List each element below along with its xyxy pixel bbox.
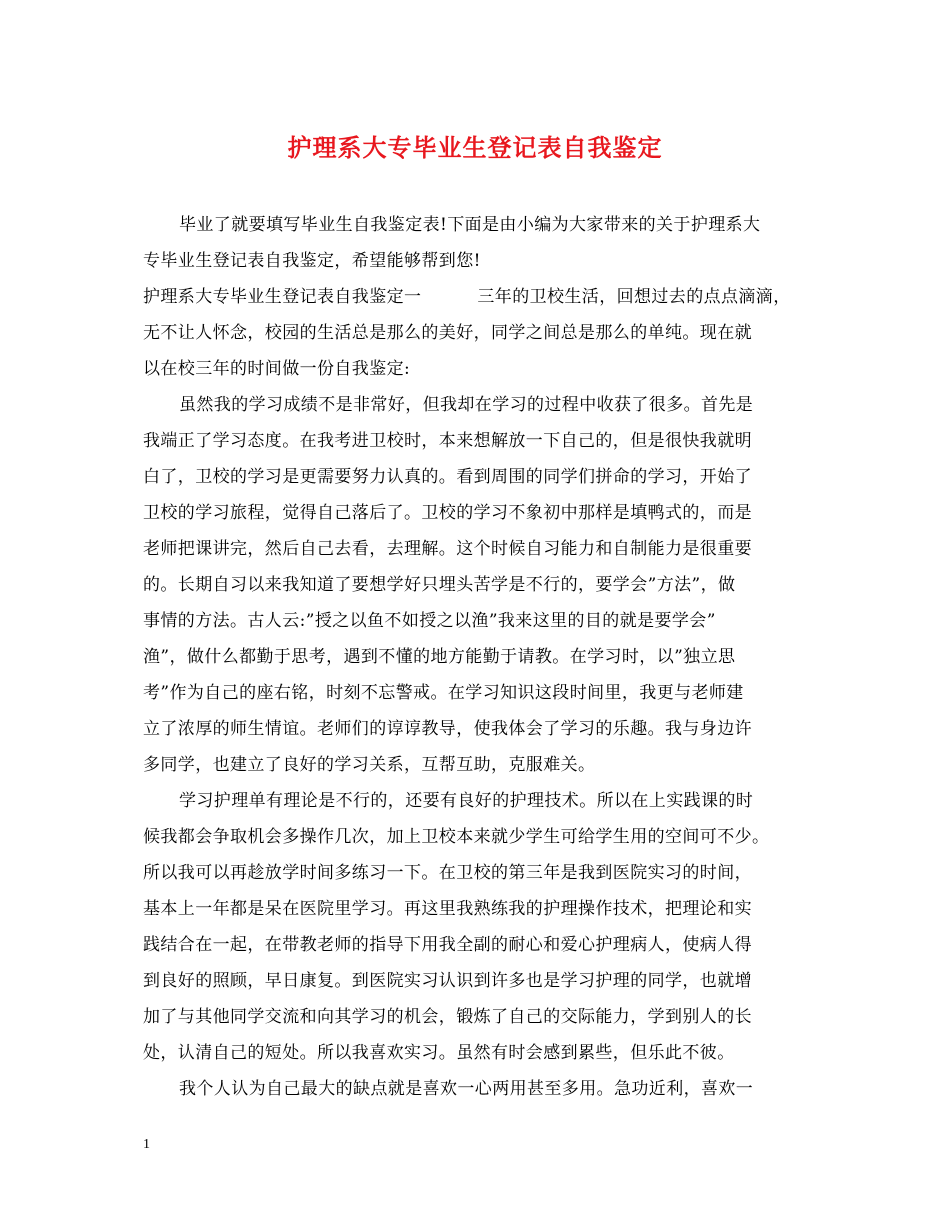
body-line: 老师把课讲完，然后自己去看，去理解。这个时候自习能力和自制能力是很重要 bbox=[143, 539, 752, 559]
body-line: 学习护理单有理论是不行的，还要有良好的护理技术。所以在上实践课的时 bbox=[179, 791, 754, 811]
body-line: 基本上一年都是呆在医院里学习。再这里我熟练我的护理操作技术，把理论和实 bbox=[143, 899, 752, 919]
body-line: 考”作为自己的座右铭，时刻不忘警戒。在学习知识这段时间里，我更与老师建 bbox=[143, 683, 744, 703]
body-line: 我个人认为自己最大的缺点就是喜欢一心两用甚至多用。急功近利，喜欢一 bbox=[179, 1079, 754, 1099]
page-number: 1 bbox=[143, 1137, 150, 1152]
document-title: 护理系大专毕业生登记表自我鉴定 bbox=[287, 133, 663, 162]
body-line: 立了浓厚的师生情谊。老师们的谆谆教导，使我体会了学习的乐趣。我与身边许 bbox=[143, 719, 752, 739]
body-line: 以在校三年的时间做一份自我鉴定: bbox=[143, 359, 411, 379]
body-line: 渔”，做什么都勤于思考，遇到不懂的地方能勤于请教。在学习时，以”独立思 bbox=[143, 647, 736, 667]
body-line: 专毕业生登记表自我鉴定，希望能够帮到您! bbox=[143, 251, 481, 271]
body-line: 处，认清自己的短处。所以我喜欢实习。虽然有时会感到累些，但乐此不彼。 bbox=[143, 1043, 735, 1063]
body-line: 事情的方法。古人云:”授之以鱼不如授之以渔”我来这里的目的就是要学会” bbox=[143, 611, 716, 631]
document-body bbox=[143, 207, 809, 1107]
body-line: 候我都会争取机会多操作几次，加上卫校本来就少学生可给学生用的空间可不少。 bbox=[143, 827, 770, 847]
body-line: 无不让人怀念，校园的生活总是那么的美好，同学之间总是那么的单纯。现在就 bbox=[143, 323, 752, 343]
body-line: 毕业了就要填写毕业生自我鉴定表!下面是由小编为大家带来的关于护理系大 bbox=[179, 215, 761, 235]
body-line: 践结合在一起，在带教老师的指导下用我全副的耐心和爱心护理病人，使病人得 bbox=[143, 935, 752, 955]
body-line: 的。长期自习以来我知道了要想学好只埋头苦学是不行的，要学会”方法”，做 bbox=[143, 575, 736, 595]
body-line: 虽然我的学习成绩不是非常好，但我却在学习的过程中收获了很多。首先是 bbox=[179, 395, 754, 415]
body-line: 所以我可以再趁放学时间多练习一下。在卫校的第三年是我到医院实习的时间， bbox=[143, 863, 752, 883]
body-line: 加了与其他同学交流和向其学习的机会，锻炼了自己的交际能力，学到别人的长 bbox=[143, 1007, 752, 1027]
section-lead-text: 三年的卫校生活，回想过去的点点滴滴， bbox=[477, 287, 791, 307]
body-line-section-heading bbox=[143, 279, 809, 315]
body-line: 白了，卫校的学习是更需要努力认真的。看到周围的同学们拼命的学习，开始了 bbox=[143, 467, 752, 487]
section-heading: 护理系大专毕业生登记表自我鉴定一 bbox=[143, 287, 422, 307]
body-line: 到良好的照顾，早日康复。到医院实习认识到许多也是学习护理的同学，也就增 bbox=[143, 971, 752, 991]
body-line: 卫校的学习旅程，觉得自己落后了。卫校的学习不象初中那样是填鸭式的，而是 bbox=[143, 503, 752, 523]
body-line: 多同学，也建立了良好的学习关系，互帮互助，克服难关。 bbox=[143, 755, 596, 775]
body-line: 我端正了学习态度。在我考进卫校时，本来想解放一下自己的，但是很快我就明 bbox=[143, 431, 752, 451]
